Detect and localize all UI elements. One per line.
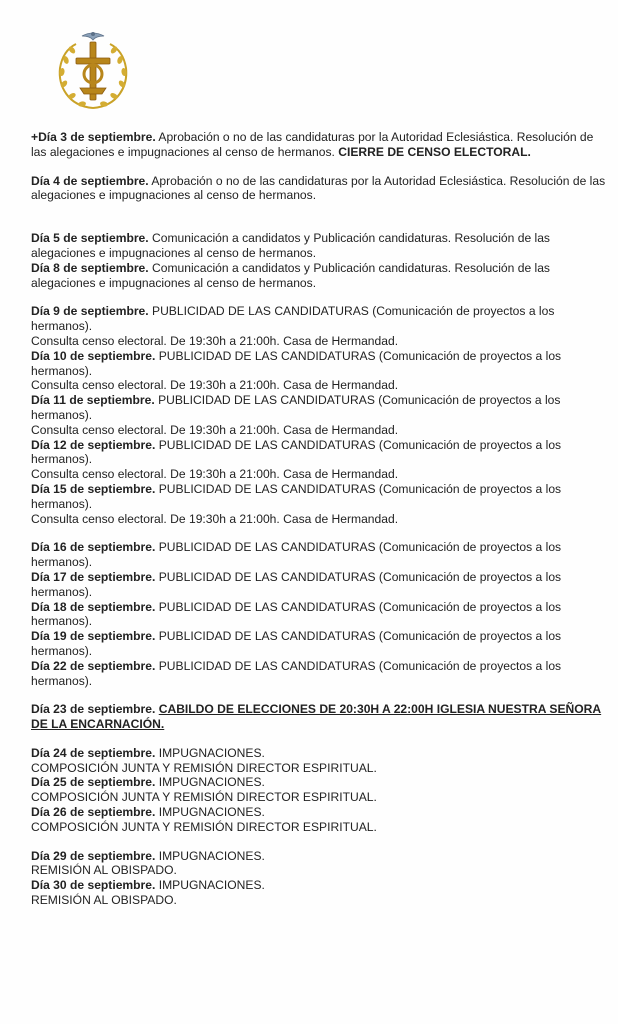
entry-text: IMPUGNACIONES. (158, 775, 265, 790)
entry-text: Aprobación o no de las candidaturas por la Autoridad Eclesiástica. Resolución de las alegaciones e impugnaciones al censo de hermanos. (31, 173, 606, 203)
entry-text: Aprobación o no de las candidaturas por la Autoridad Eclesiástica. Resolución de las alegaciones e impugnaciones al censo de hermanos. (31, 130, 594, 159)
schedule-entry (31, 878, 606, 908)
entry-second-line: Consulta censo electoral. De 19:30h a 21:00h. Casa de Hermandad. (31, 467, 399, 482)
entry-date: Día 29 de septiembre. (31, 848, 156, 863)
schedule-entry (31, 349, 606, 393)
entry-text: Comunicación a candidatos y Publicación candidaturas. Resolución de las alegaciones e impugnaciones al censo de hermanos. (31, 260, 550, 290)
entry-date: Día 15 de septiembre. (31, 481, 156, 496)
entry-second-line: Consulta censo electoral. De 19:30h a 21:00h. Casa de Hermandad. (31, 333, 399, 348)
schedule-group (31, 746, 606, 835)
schedule-entry (31, 231, 606, 261)
entry-second-line: Consulta censo electoral. De 19:30h a 21:00h. Casa de Hermandad. (31, 511, 399, 526)
entry-date: Día 8 de septiembre. (31, 260, 149, 275)
schedule-entry (31, 849, 606, 879)
schedule-entry (31, 570, 606, 600)
entry-text: IMPUGNACIONES. (158, 745, 265, 760)
brotherhood-crest-icon (52, 28, 134, 114)
entry-date: Día 17 de septiembre. (31, 569, 156, 584)
entry-date: Día 5 de septiembre. (31, 231, 149, 246)
schedule-group (31, 540, 606, 688)
schedule-entry (31, 261, 606, 291)
entry-second-line: Consulta censo electoral. De 19:30h a 21:00h. Casa de Hermandad. (31, 422, 399, 437)
entry-text: PUBLICIDAD DE LAS CANDIDATURAS (Comunicación de proyectos a los hermanos). (31, 304, 555, 334)
schedule-entry (31, 393, 606, 437)
entry-text: PUBLICIDAD DE LAS CANDIDATURAS (Comunicación de proyectos a los hermanos). (31, 569, 562, 599)
entry-date: Día 22 de septiembre. (31, 658, 156, 673)
entry-text: PUBLICIDAD DE LAS CANDIDATURAS (Comunicación de proyectos a los hermanos). (31, 393, 561, 422)
entry-text: PUBLICIDAD DE LAS CANDIDATURAS (Comunicación de proyectos a los hermanos). (31, 437, 562, 467)
schedule-group (31, 304, 606, 526)
schedule-group (31, 174, 606, 204)
schedule-entry (31, 130, 606, 160)
schedule-entry (31, 438, 606, 482)
schedule-entry (31, 629, 606, 659)
schedule-entry (31, 600, 606, 630)
entry-date: Día 4 de septiembre. (31, 173, 149, 188)
entry-date: +Día 3 de septiembre. (31, 130, 156, 144)
schedule-entry (31, 174, 606, 204)
entry-date: Día 18 de septiembre. (31, 599, 156, 614)
entry-date: Día 23 de septiembre. (31, 702, 156, 717)
entry-second-line: Consulta censo electoral. De 19:30h a 21:00h. Casa de Hermandad. (31, 378, 399, 393)
entry-text: IMPUGNACIONES. (158, 848, 265, 863)
entry-bold-note: CIERRE DE CENSO ELECTORAL. (338, 144, 531, 159)
schedule-entry (31, 482, 606, 526)
entry-date: Día 19 de septiembre. (31, 629, 156, 644)
entry-text: PUBLICIDAD DE LAS CANDIDATURAS (Comunicación de proyectos a los hermanos). (31, 348, 562, 378)
entry-text: Comunicación a candidatos y Publicación candidaturas. Resolución de las alegaciones e impugnaciones al censo de hermanos. (31, 231, 550, 260)
schedule-entry (31, 746, 606, 776)
schedule-entry (31, 540, 606, 570)
entry-second-line: COMPOSICIÓN JUNTA Y REMISIÓN DIRECTOR ESPIRITUAL. (31, 819, 377, 834)
schedule-group (31, 231, 606, 290)
entry-date: Día 16 de septiembre. (31, 540, 156, 555)
entry-date: Día 10 de septiembre. (31, 348, 156, 363)
schedule-entry (31, 304, 606, 348)
entry-text: PUBLICIDAD DE LAS CANDIDATURAS (Comunicación de proyectos a los hermanos). (31, 481, 562, 511)
entry-date: Día 25 de septiembre. (31, 775, 156, 790)
entry-text: IMPUGNACIONES. (158, 805, 265, 820)
entry-date: Día 24 de septiembre. (31, 745, 156, 760)
schedule-entry (31, 659, 606, 689)
schedule-group (31, 130, 606, 160)
entry-second-line: COMPOSICIÓN JUNTA Y REMISIÓN DIRECTOR ESPIRITUAL. (31, 790, 377, 805)
schedule-entry (31, 702, 606, 732)
entry-underlined-note: CABILDO DE ELECCIONES DE 20:30H A 22:00H IGLESIA NUESTRA SEÑORA DE LA ENCARNACIÓN. (31, 702, 602, 732)
schedule-group (31, 849, 606, 908)
schedule-document (31, 130, 606, 908)
entry-second-line: REMISIÓN AL OBISPADO. (31, 893, 177, 908)
schedule-group (31, 702, 606, 732)
entry-second-line: COMPOSICIÓN JUNTA Y REMISIÓN DIRECTOR ESPIRITUAL. (31, 760, 377, 775)
entry-date: Día 9 de septiembre. (31, 304, 149, 319)
entry-date: Día 12 de septiembre. (31, 437, 156, 452)
entry-text: PUBLICIDAD DE LAS CANDIDATURAS (Comunicación de proyectos a los hermanos). (31, 599, 562, 629)
schedule-entry (31, 775, 606, 805)
entry-text: IMPUGNACIONES. (158, 878, 265, 893)
schedule-entry (31, 805, 606, 835)
entry-text: PUBLICIDAD DE LAS CANDIDATURAS (Comunicación de proyectos a los hermanos). (31, 629, 562, 658)
entry-text: PUBLICIDAD DE LAS CANDIDATURAS (Comunicación de proyectos a los hermanos). (31, 540, 562, 570)
entry-date: Día 30 de septiembre. (31, 878, 156, 893)
entry-second-line: REMISIÓN AL OBISPADO. (31, 863, 177, 878)
entry-date: Día 26 de septiembre. (31, 805, 156, 820)
entry-date: Día 11 de septiembre. (31, 393, 155, 408)
entry-text: PUBLICIDAD DE LAS CANDIDATURAS (Comunicación de proyectos a los hermanos). (31, 658, 562, 688)
